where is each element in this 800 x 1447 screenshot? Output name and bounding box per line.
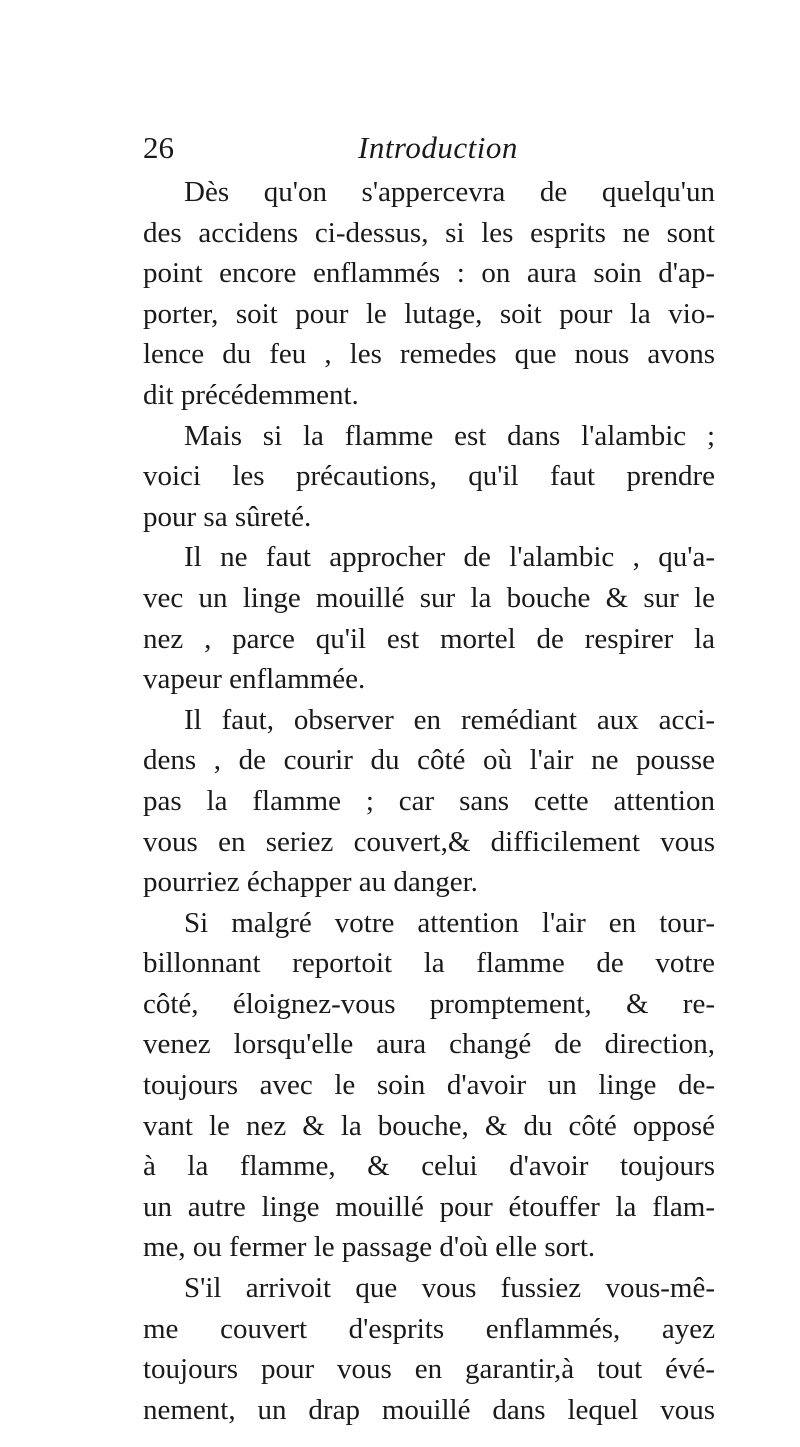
page-body-text <box>143 172 715 1430</box>
text-line: pas la flamme ; car sans cette attention <box>143 784 715 817</box>
text-line: toujours pour vous en garantir,à tout évé- <box>143 1353 715 1386</box>
text-line: point encore enflammés : on aura soin d'ap- <box>143 257 715 290</box>
text-line: vapeur enflammée. <box>143 663 366 696</box>
text-line: vous en seriez couvert,& difficilement vous <box>143 825 715 858</box>
text-line: Mais si la flamme est dans l'alambic ; <box>184 419 715 452</box>
text-line: voici les précautions, qu'il faut prendre <box>143 460 715 493</box>
text-line: billonnant reportoit la flamme de votre <box>143 947 715 980</box>
text-line: pourriez échapper au danger. <box>143 866 478 899</box>
text-line: dens , de courir du côté où l'air ne pousse <box>143 744 715 777</box>
text-line: me, ou fermer le passage d'où elle sort. <box>143 1231 596 1264</box>
text-line: un autre linge mouillé pour étouffer la flam- <box>143 1190 715 1223</box>
text-line: vant le nez & la bouche, & du côté opposé <box>143 1109 715 1142</box>
text-line: me couvert d'esprits enflammés, ayez <box>143 1312 715 1345</box>
text-line: Il ne faut approcher de l'alambic , qu'a- <box>184 541 715 574</box>
text-line: nez , parce qu'il est mortel de respirer la <box>143 622 715 655</box>
text-line: lence du feu , les remedes que nous avons <box>143 338 715 371</box>
text-line: Si malgré votre attention l'air en tour- <box>184 906 715 939</box>
text-line: Dès qu'on s'appercevra de quelqu'un <box>184 176 715 208</box>
text-line: pour sa sûreté. <box>143 500 312 533</box>
text-line: côté, éloignez-vous promptement, & re- <box>143 987 715 1020</box>
text-line: Il faut, observer en remédiant aux acci- <box>184 703 715 736</box>
text-line: vec un linge mouillé sur la bouche & sur le <box>143 581 715 614</box>
text-line: venez lorsqu'elle aura changé de direction, <box>143 1028 715 1061</box>
page-header <box>143 130 543 174</box>
running-head: Introduction <box>358 130 518 165</box>
text-line: nement, un drap mouillé dans lequel vous <box>143 1393 715 1426</box>
text-line: dit précédemment. <box>143 378 359 411</box>
text-line: toujours avec le soin d'avoir un linge de- <box>143 1069 715 1102</box>
text-line: porter, soit pour le lutage, soit pour la vio- <box>143 297 715 330</box>
text-line: des accidens ci-dessus, si les esprits ne sont <box>143 216 715 249</box>
text-line: à la flamme, & celui d'avoir toujours <box>143 1150 715 1183</box>
text-line: S'il arrivoit que vous fussiez vous-mê- <box>184 1272 715 1305</box>
page-number: 26 <box>143 130 174 165</box>
